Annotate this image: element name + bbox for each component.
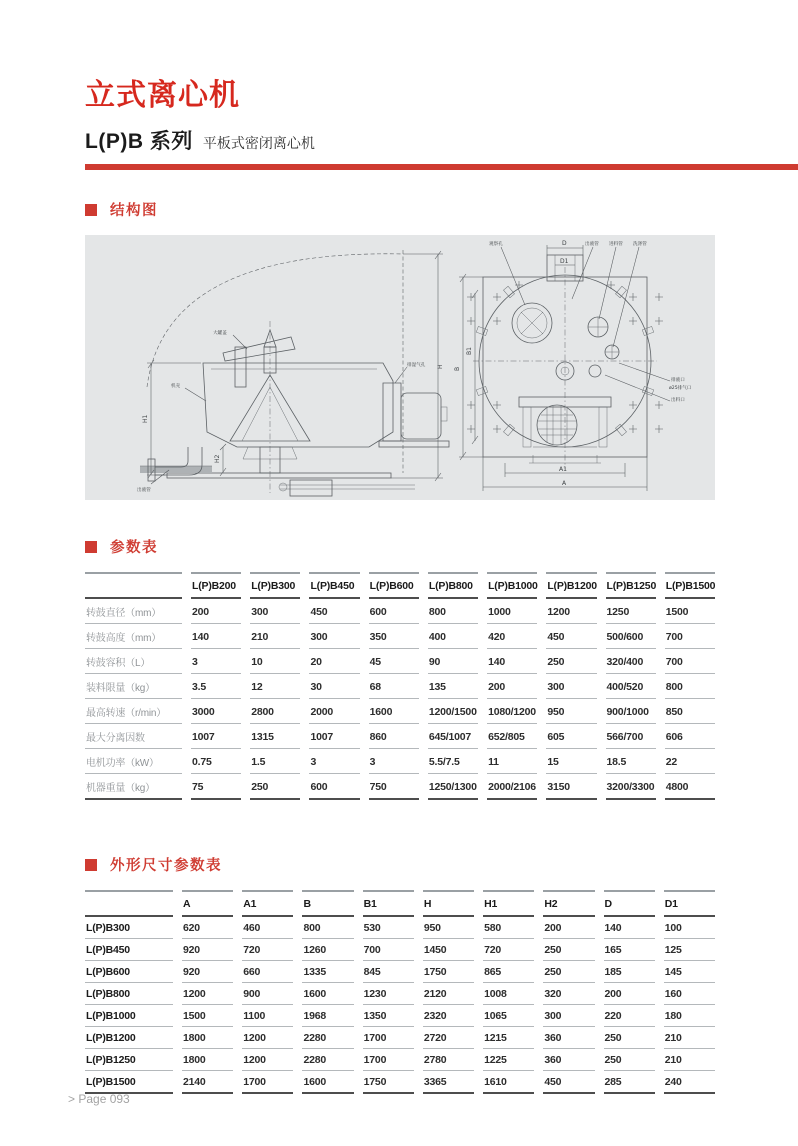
cell-value: 1315	[250, 724, 300, 749]
series-description: 平板式密闭离心机	[202, 135, 315, 151]
row-label: L(P)B1250	[85, 1049, 173, 1071]
table-row	[85, 917, 715, 939]
cell-value: 2280	[302, 1027, 353, 1049]
cell-value: 450	[309, 599, 359, 624]
dim-label-H2: H2	[214, 454, 221, 463]
table-row	[85, 1027, 715, 1049]
cell-value: 530	[363, 917, 414, 939]
table-row	[85, 774, 715, 800]
column-header	[85, 890, 173, 917]
callout-casing: 机壳	[171, 384, 181, 389]
cell-value: 11	[487, 749, 537, 774]
table-row	[85, 699, 715, 724]
cell-value: 18.5	[606, 749, 656, 774]
cell-value: 300	[250, 599, 300, 624]
cell-value: 1700	[363, 1049, 414, 1071]
dim-label-A: A	[562, 480, 567, 487]
catalog-page	[0, 70, 798, 1146]
cell-value: 2720	[423, 1027, 474, 1049]
cell-value: 210	[250, 624, 300, 649]
cell-value: 1700	[242, 1071, 293, 1094]
callout-wash-pipe: 洗涤管	[633, 242, 647, 247]
column-header: H2	[543, 890, 594, 917]
table-row	[85, 983, 715, 1005]
dimension-table	[76, 890, 724, 1094]
cell-value: 5.5/7.5	[428, 749, 478, 774]
cell-value: 1500	[182, 1005, 233, 1027]
cell-value: 645/1007	[428, 724, 478, 749]
column-header: D	[604, 890, 655, 917]
column-header: L(P)B800	[428, 572, 478, 599]
table-row	[85, 1071, 715, 1094]
cell-value: 68	[369, 674, 419, 699]
cell-value: 400/520	[606, 674, 656, 699]
column-header: L(P)B1250	[606, 572, 656, 599]
column-header: D1	[664, 890, 715, 917]
cell-value: 460	[242, 917, 293, 939]
parameter-table	[76, 572, 724, 800]
cell-value: 10	[250, 649, 300, 674]
cell-value: 1000	[487, 599, 537, 624]
cell-value: 660	[242, 961, 293, 983]
section-title: 结构图	[110, 203, 158, 219]
cell-value: 45	[369, 649, 419, 674]
cell-value: 250	[250, 774, 300, 800]
cell-value: 1007	[309, 724, 359, 749]
cell-value: 605	[546, 724, 596, 749]
cell-value: 3	[309, 749, 359, 774]
cell-value: 1800	[182, 1027, 233, 1049]
cell-value: 300	[309, 624, 359, 649]
cell-value: 3.5	[191, 674, 241, 699]
cell-value: 12	[250, 674, 300, 699]
cell-value: 606	[665, 724, 715, 749]
cell-value: 1335	[302, 961, 353, 983]
cell-value: 1250/1300	[428, 774, 478, 800]
cell-value: 1750	[423, 961, 474, 983]
cell-value: 800	[428, 599, 478, 624]
cell-value: 750	[369, 774, 419, 800]
cell-value: 250	[546, 649, 596, 674]
cell-value: 2780	[423, 1049, 474, 1071]
column-header: H	[423, 890, 474, 917]
cell-value: 145	[664, 961, 715, 983]
cell-value: 1750	[363, 1071, 414, 1094]
table-row	[85, 724, 715, 749]
series-name: L(P)B 系列	[85, 130, 193, 153]
cell-value: 1450	[423, 939, 474, 961]
cell-value: 1200	[546, 599, 596, 624]
cell-value: 580	[483, 917, 534, 939]
cell-value: 4800	[665, 774, 715, 800]
cell-value: 900	[242, 983, 293, 1005]
cell-value: 320/400	[606, 649, 656, 674]
cell-value: 30	[309, 674, 359, 699]
cell-value: 1700	[363, 1027, 414, 1049]
cell-value: 250	[604, 1027, 655, 1049]
cell-value: 200	[543, 917, 594, 939]
cell-value: 420	[487, 624, 537, 649]
cell-value: 566/700	[606, 724, 656, 749]
cell-value: 350	[369, 624, 419, 649]
cell-value: 950	[546, 699, 596, 724]
callout-discharge-port: 出料口	[671, 398, 685, 403]
cell-value: 220	[604, 1005, 655, 1027]
cell-value: 165	[604, 939, 655, 961]
callout-sightglass: 观察孔	[489, 242, 503, 247]
cell-value: 700	[665, 624, 715, 649]
column-header: L(P)B1500	[665, 572, 715, 599]
callout-drain: 排液口	[671, 378, 685, 383]
row-label: L(P)B1500	[85, 1071, 173, 1094]
cell-value: 1008	[483, 983, 534, 1005]
column-header: L(P)B600	[369, 572, 419, 599]
cell-value: 1800	[182, 1049, 233, 1071]
cell-value: 1250	[606, 599, 656, 624]
cell-value: 620	[182, 917, 233, 939]
cell-value: 210	[664, 1027, 715, 1049]
callout-liquid-outlet: 出液管	[585, 242, 599, 247]
cell-value: 1200/1500	[428, 699, 478, 724]
cell-value: 1100	[242, 1005, 293, 1027]
cell-value: 1080/1200	[487, 699, 537, 724]
column-header: L(P)B450	[309, 572, 359, 599]
table-row	[85, 674, 715, 699]
cell-value: 3150	[546, 774, 596, 800]
dim-label-B1: B1	[466, 347, 473, 355]
column-header: L(P)B1000	[487, 572, 537, 599]
callout-vent-port: ø25排气口	[669, 386, 692, 391]
cell-value: 700	[665, 649, 715, 674]
cell-value: 800	[302, 917, 353, 939]
subtitle	[85, 125, 798, 155]
cell-value: 700	[363, 939, 414, 961]
cell-value: 3	[191, 649, 241, 674]
cell-value: 950	[423, 917, 474, 939]
cell-value: 500/600	[606, 624, 656, 649]
cell-value: 450	[546, 624, 596, 649]
cell-value: 1600	[302, 983, 353, 1005]
cell-value: 1007	[191, 724, 241, 749]
cell-value: 850	[665, 699, 715, 724]
row-label: 装料限量（kg）	[85, 674, 182, 699]
cell-value: 15	[546, 749, 596, 774]
cell-value: 1500	[665, 599, 715, 624]
cell-value: 1968	[302, 1005, 353, 1027]
table-row	[85, 599, 715, 624]
cell-value: 1200	[242, 1049, 293, 1071]
table-row	[85, 961, 715, 983]
cell-value: 22	[665, 749, 715, 774]
red-square-bullet-icon	[85, 204, 97, 216]
cell-value: 865	[483, 961, 534, 983]
cell-value: 100	[664, 917, 715, 939]
cell-value: 3	[369, 749, 419, 774]
dim-label-B: B	[454, 366, 461, 371]
cell-value: 185	[604, 961, 655, 983]
section-title: 外形尺寸参数表	[110, 858, 222, 874]
callout-outlet: 出液管	[137, 488, 151, 493]
cell-value: 1260	[302, 939, 353, 961]
dim-label-A1: A1	[559, 466, 567, 473]
cell-value: 250	[543, 961, 594, 983]
cell-value: 450	[543, 1071, 594, 1094]
dim-label-H1: H1	[142, 414, 149, 423]
cell-value: 360	[543, 1027, 594, 1049]
column-header: L(P)B1200	[546, 572, 596, 599]
cell-value: 1225	[483, 1049, 534, 1071]
cell-value: 2280	[302, 1049, 353, 1071]
cell-value: 3000	[191, 699, 241, 724]
dim-label-H: H	[437, 364, 444, 369]
cell-value: 1.5	[250, 749, 300, 774]
cell-value: 0.75	[191, 749, 241, 774]
cell-value: 600	[309, 774, 359, 800]
row-label: 最高转速（r/min）	[85, 699, 182, 724]
cell-value: 140	[604, 917, 655, 939]
row-label: 转鼓高度（mm）	[85, 624, 182, 649]
cell-value: 2120	[423, 983, 474, 1005]
cell-value: 1200	[242, 1027, 293, 1049]
table-row	[85, 1005, 715, 1027]
cell-value: 600	[369, 599, 419, 624]
cell-value: 1230	[363, 983, 414, 1005]
callout-vent: 排湿气孔	[407, 363, 426, 368]
column-header: H1	[483, 890, 534, 917]
cell-value: 180	[664, 1005, 715, 1027]
cell-value: 860	[369, 724, 419, 749]
accent-rule	[85, 164, 798, 170]
cell-value: 250	[604, 1049, 655, 1071]
cell-value: 240	[664, 1071, 715, 1094]
section-header-dimensions	[85, 854, 798, 875]
cell-value: 200	[604, 983, 655, 1005]
cell-value: 300	[546, 674, 596, 699]
table-row	[85, 649, 715, 674]
cell-value: 920	[182, 961, 233, 983]
row-label: L(P)B600	[85, 961, 173, 983]
section-header-structure	[85, 199, 798, 220]
red-square-bullet-icon	[85, 859, 97, 871]
cell-value: 300	[543, 1005, 594, 1027]
cell-value: 20	[309, 649, 359, 674]
column-header: A	[182, 890, 233, 917]
cell-value: 400	[428, 624, 478, 649]
row-label: L(P)B300	[85, 917, 173, 939]
cell-value: 720	[242, 939, 293, 961]
row-label: L(P)B800	[85, 983, 173, 1005]
cell-value: 135	[428, 674, 478, 699]
cell-value: 920	[182, 939, 233, 961]
cell-value: 3200/3300	[606, 774, 656, 800]
row-label: L(P)B450	[85, 939, 173, 961]
cell-value: 2140	[182, 1071, 233, 1094]
column-header: L(P)B300	[250, 572, 300, 599]
column-header: B1	[363, 890, 414, 917]
cell-value: 900/1000	[606, 699, 656, 724]
cell-value: 140	[191, 624, 241, 649]
cell-value: 1350	[363, 1005, 414, 1027]
cell-value: 140	[487, 649, 537, 674]
column-header: L(P)B200	[191, 572, 241, 599]
row-label: 机器重量（kg）	[85, 774, 182, 800]
row-label: 转鼓容积（L）	[85, 649, 182, 674]
cell-value: 125	[664, 939, 715, 961]
row-label: L(P)B1200	[85, 1027, 173, 1049]
column-header	[85, 572, 182, 599]
cell-value: 75	[191, 774, 241, 800]
centrifuge-drawing	[85, 235, 715, 500]
section-header-params	[85, 536, 798, 557]
row-label: 最大分离因数	[85, 724, 182, 749]
cell-value: 210	[664, 1049, 715, 1071]
table-row	[85, 1049, 715, 1071]
column-header: A1	[242, 890, 293, 917]
red-square-bullet-icon	[85, 541, 97, 553]
row-label: 转鼓直径（mm）	[85, 599, 182, 624]
cell-value: 2000	[309, 699, 359, 724]
cell-value: 3365	[423, 1071, 474, 1094]
header-row	[85, 890, 715, 917]
callout-feed-pipe: 进料管	[609, 242, 623, 247]
cell-value: 360	[543, 1049, 594, 1071]
table-row	[85, 624, 715, 649]
cell-value: 720	[483, 939, 534, 961]
cell-value: 800	[665, 674, 715, 699]
cell-value: 200	[487, 674, 537, 699]
row-label: 电机功率（kW）	[85, 749, 182, 774]
cell-value: 200	[191, 599, 241, 624]
cell-value: 1610	[483, 1071, 534, 1094]
header-row	[85, 572, 715, 599]
cell-value: 1200	[182, 983, 233, 1005]
section-title: 参数表	[110, 540, 158, 556]
structure-diagram	[85, 235, 715, 500]
column-header: B	[302, 890, 353, 917]
page-number: > Page 093	[68, 1092, 130, 1106]
dim-label-D: D	[562, 240, 567, 247]
cell-value: 90	[428, 649, 478, 674]
cell-value: 250	[543, 939, 594, 961]
cell-value: 652/805	[487, 724, 537, 749]
callout-cover: 大罐盖	[213, 331, 227, 336]
cell-value: 2320	[423, 1005, 474, 1027]
page-title: 立式离心机	[85, 79, 240, 112]
cell-value: 285	[604, 1071, 655, 1094]
dim-label-D1: D1	[560, 258, 569, 265]
cell-value: 160	[664, 983, 715, 1005]
cell-value: 1215	[483, 1027, 534, 1049]
table-row	[85, 749, 715, 774]
cell-value: 2800	[250, 699, 300, 724]
cell-value: 1600	[302, 1071, 353, 1094]
cell-value: 845	[363, 961, 414, 983]
cell-value: 1600	[369, 699, 419, 724]
table-row	[85, 939, 715, 961]
cell-value: 2000/2106	[487, 774, 537, 800]
cell-value: 320	[543, 983, 594, 1005]
cell-value: 1065	[483, 1005, 534, 1027]
row-label: L(P)B1000	[85, 1005, 173, 1027]
